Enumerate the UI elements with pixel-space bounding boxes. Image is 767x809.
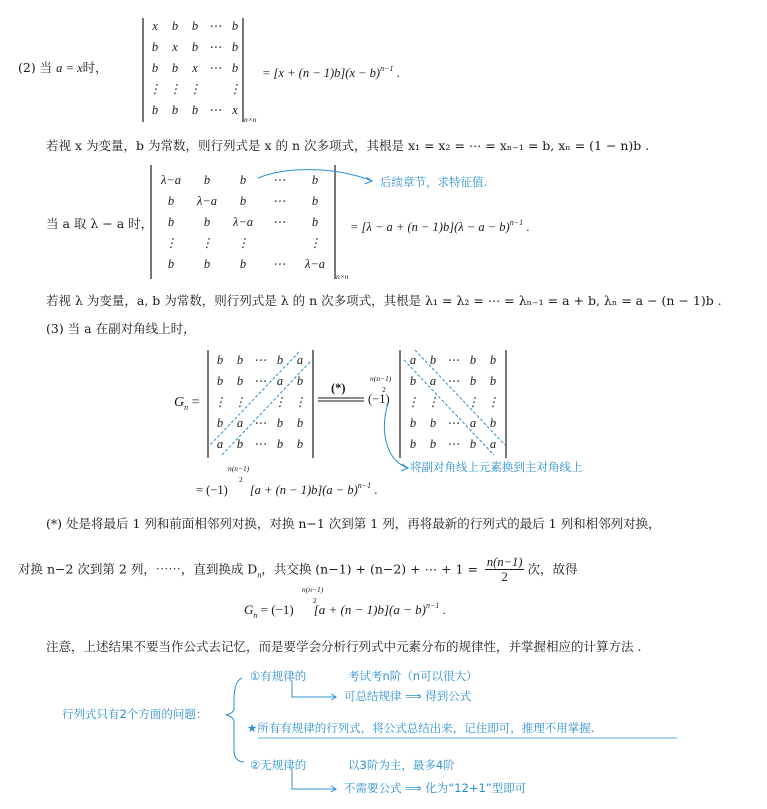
det-cell: a	[469, 416, 477, 430]
item2b-result: = $[\lambda - a + (n - 1)b](\lambda - a - b)^{n-1}$ .	[350, 218, 530, 234]
det-cell: a	[276, 374, 284, 388]
det-cell: ⋮	[213, 395, 227, 409]
det-cell: ⋯	[208, 40, 222, 54]
item3-sign-exp-den: 2	[382, 385, 386, 394]
hand-star-line: ★所有有规律的行列式，将公式总结出来，记住即可，推理不用掌握.	[247, 721, 595, 735]
item2-roots-line: 若视 x 为变量，b 为常数，则行列式是 x 的 n 次多项式，其根是 x₁ = x₂ = ⋯ = xₙ₋₁ = b, xₙ = (1 − n)b .	[46, 138, 650, 153]
det-cell: b	[231, 61, 239, 75]
item2b-det-subscript: n×n	[336, 272, 349, 281]
det-cell: b	[409, 374, 417, 388]
item3-sign-exp-num: n(n−1)	[370, 374, 392, 383]
det-cell: b	[231, 40, 239, 54]
det-cell: ⋮	[200, 236, 214, 250]
det-cell: a	[216, 437, 224, 451]
det-cell: ⋯	[446, 416, 460, 430]
det-cell: ⋮	[426, 395, 440, 409]
hand-branch1-arrow: 可总结规律 ⟹ 得到公式	[344, 689, 472, 703]
det-cell: b	[216, 374, 224, 388]
det-cell: ⋮	[308, 236, 322, 250]
det-cell: ⋯	[208, 103, 222, 117]
item2b-roots-line: 若视 λ 为变量，a, b 为常数，则行列式是 λ 的 n 次多项式，其根是 λ₁ = λ₂ = ⋯ = λₙ₋₁ = a + b, λₙ = a − (n − 1)b .	[46, 293, 722, 308]
note-line: 注意，上述结果不要当作公式去记忆，而是要学会分析行列式中元素分布的规律性，并掌握相应的计算方法 .	[46, 639, 642, 654]
det-cell: ⋯	[446, 374, 460, 388]
det-cell: ⋯	[253, 416, 267, 430]
det-cell: b	[239, 173, 247, 187]
det-cell: ⋯	[208, 19, 222, 33]
det-cell: ⋮	[236, 236, 250, 250]
det-cell: ⋮	[164, 236, 178, 250]
explain-p1: (*) 处是将最后 1 列和前面相邻列对换，对换 n−1 次到第 1 列，再将最新的行列式的最后 1 列和相邻列对换，	[46, 516, 661, 531]
item2-label: (2) 当 a = x时，	[18, 60, 108, 75]
det-cell: b	[311, 194, 319, 208]
det-cell: ⋯	[446, 437, 460, 451]
det-cell: ⋮	[406, 395, 420, 409]
det-cell: ⋯	[272, 215, 286, 229]
final-formula: $G_n = (-1) [a + (n - 1)b](a - b)^{n-1}$ .	[244, 601, 446, 620]
det-cell: b	[311, 173, 319, 187]
det-cell: b	[296, 374, 304, 388]
swap-note: 将副对角线上元素换到主对角线上	[410, 460, 583, 474]
hand-branch1-detail: 考试考n阶（n可以很大）	[348, 669, 478, 683]
hand-branch1: ①有规律的	[250, 669, 307, 683]
det-cell: ⋯	[272, 194, 286, 208]
det-cell: b	[236, 353, 244, 367]
det-cell: b	[489, 353, 497, 367]
det-cell: b	[409, 416, 417, 430]
det-cell: ⋯	[272, 257, 286, 271]
det-cell: b	[151, 61, 159, 75]
det-cell: ⋮	[486, 395, 500, 409]
item3-Gn: $G_n$ =	[174, 395, 200, 412]
item3-sign: (−1)	[368, 392, 390, 406]
det-cell: b	[191, 103, 199, 117]
hand-branch2: ②无规律的	[250, 758, 307, 772]
det-cell: b	[203, 173, 211, 187]
item2b-label: 当 a 取 λ − a 时，	[46, 216, 154, 231]
det-cell: b	[469, 437, 477, 451]
det-cell: a	[296, 353, 304, 367]
det-cell: x	[192, 61, 198, 75]
det-cell: b	[216, 416, 224, 430]
det-cell: ⋯	[446, 353, 460, 367]
det-cell: λ−a	[196, 194, 218, 208]
det-cell: b	[151, 103, 159, 117]
det-cell: b	[171, 61, 179, 75]
det-cell: b	[469, 374, 477, 388]
det-cell: ⋯	[253, 437, 267, 451]
det-cell: x	[232, 103, 238, 117]
det-cell: b	[296, 416, 304, 430]
det-cell: b	[276, 437, 284, 451]
det-cell: b	[171, 19, 179, 33]
det-cell: ⋯	[253, 374, 267, 388]
det-cell: ⋯	[253, 353, 267, 367]
det-cell: b	[469, 353, 477, 367]
swap-count-fraction: $\frac{n(n-1)}{2}$	[486, 555, 523, 585]
det-cell: λ−a	[304, 257, 326, 271]
det-cell: ⋮	[148, 82, 162, 96]
eigen-note: 后续章节，求特征值.	[380, 175, 488, 189]
star-marker: (*)	[331, 381, 346, 395]
hand-branch2-detail: 以3阶为主，最多4阶	[348, 758, 455, 772]
det-cell: ⋮	[466, 395, 480, 409]
det-cell: ⋯	[272, 173, 286, 187]
item3-result-line: = (−1) $[a + (n - 1)b](a - b)^{n-1}$ .	[196, 481, 378, 497]
det-cell: b	[167, 257, 175, 271]
det-cell: b	[489, 416, 497, 430]
det-cell: b	[239, 194, 247, 208]
det-cell: ⋮	[168, 82, 182, 96]
det-cell: b	[276, 353, 284, 367]
det-cell: b	[429, 353, 437, 367]
det-cell: b	[311, 215, 319, 229]
det-cell: λ−a	[232, 215, 254, 229]
item3-result-exp-den: 2	[239, 475, 243, 484]
det-cell: b	[167, 215, 175, 229]
det-cell: b	[203, 215, 211, 229]
det-cell: b	[231, 19, 239, 33]
det-cell: b	[167, 194, 175, 208]
final-exp-num: n(n−1)	[302, 585, 324, 594]
det-cell: ⋮	[228, 82, 242, 96]
item2-result: = $[x + (n - 1)b](x - b)^{n-1}$ .	[262, 64, 400, 80]
det-cell: b	[276, 416, 284, 430]
final-exp-den: 2	[313, 596, 317, 605]
det-cell: x	[152, 19, 158, 33]
det-cell: a	[409, 353, 417, 367]
det-cell: ⋮	[233, 395, 247, 409]
det-cell: b	[151, 40, 159, 54]
det-cell: b	[191, 40, 199, 54]
det-cell: ⋮	[188, 82, 202, 96]
det-cell: λ−a	[160, 173, 182, 187]
det-cell: b	[191, 19, 199, 33]
item3-label: (3) 当 a 在副对角线上时，	[46, 321, 196, 336]
det-cell: ⋮	[273, 395, 287, 409]
det-cell: a	[236, 416, 244, 430]
det-cell: b	[409, 437, 417, 451]
item2-det-subscript: n×n	[244, 115, 257, 124]
explain-p2: 对换 n−2 次到第 2 列，⋯⋯，直到换成 $D_n$，共交换 (n−1) + (n−2) + ⋯ + 1 = $\frac{n(n-1)}{2}$ 次，故得	[18, 555, 578, 585]
det-cell: b	[203, 257, 211, 271]
hand-branch2-arrow: 不需要公式 ⟹ 化为“12+1”型即可	[344, 781, 527, 795]
det-cell: b	[171, 103, 179, 117]
det-cell: ⋮	[293, 395, 307, 409]
det-cell: b	[429, 437, 437, 451]
item3-result-exp-num: n(n−1)	[228, 464, 250, 473]
det-cell: b	[296, 437, 304, 451]
det-cell: b	[239, 257, 247, 271]
det-cell: b	[429, 416, 437, 430]
det-cell: a	[489, 437, 497, 451]
det-cell: b	[216, 353, 224, 367]
det-cell: b	[236, 437, 244, 451]
det-cell: ⋯	[208, 61, 222, 75]
det-cell: a	[429, 374, 437, 388]
hand-root: 行列式只有2个方面的问题：	[62, 707, 208, 721]
det-cell: b	[489, 374, 497, 388]
det-cell: b	[236, 374, 244, 388]
det-cell: x	[172, 40, 178, 54]
